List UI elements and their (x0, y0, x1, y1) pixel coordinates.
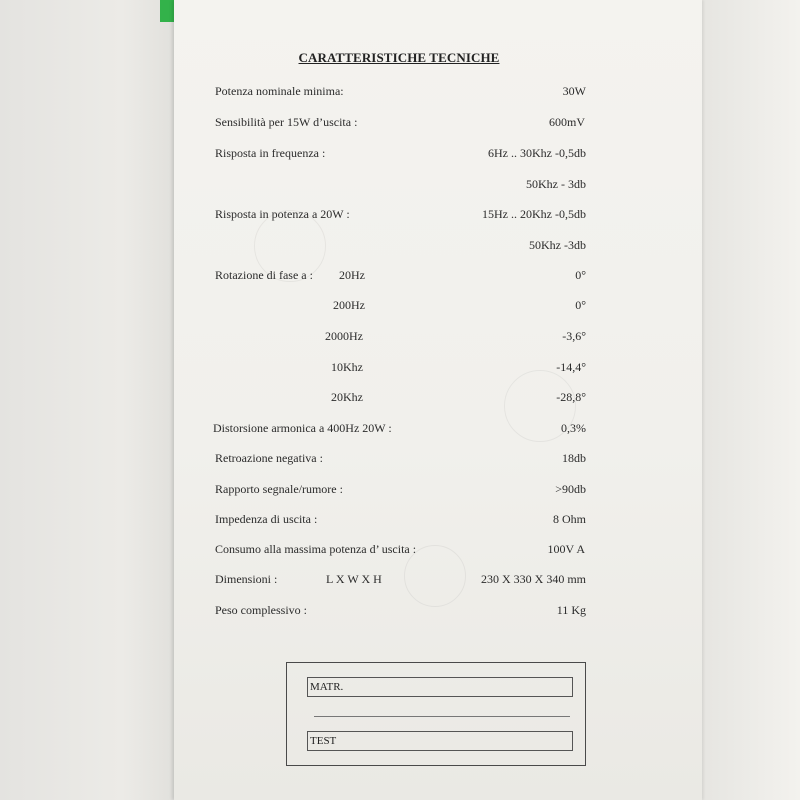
spec-value: 0° (575, 268, 586, 282)
spec-value: 50Khz - 3db (526, 177, 586, 191)
matr-label: MATR. (310, 681, 344, 693)
spec-label: Potenza nominale minima: (215, 84, 344, 98)
background-right (700, 0, 800, 800)
spec-value: 50Khz -3db (529, 238, 586, 252)
spec-value: -28,8° (556, 390, 586, 404)
spec-value: 230 X 330 X 340 mm (481, 572, 586, 586)
page-title: CARATTERISTICHE TECNICHE (298, 50, 500, 65)
spec-label: Impedenza di uscita : (215, 512, 318, 526)
bleed-through-circle (404, 545, 466, 607)
spec-label: Distorsione armonica a 400Hz 20W : (213, 421, 392, 435)
bleed-through-circle (254, 210, 326, 282)
spec-value: >90db (555, 482, 586, 496)
matr-field (307, 677, 573, 697)
spec-label: Risposta in frequenza : (215, 146, 326, 160)
spec-value: 18db (562, 451, 586, 465)
test-field (307, 731, 573, 751)
spec-label: Dimensioni : (215, 572, 278, 586)
spec-value: 11 Kg (556, 603, 586, 617)
spec-value: 600mV (549, 115, 585, 129)
spec-label: Risposta in potenza a 20W : (215, 207, 350, 221)
spec-value: -3,6° (562, 329, 586, 343)
spec-value: 30W (562, 84, 586, 98)
spec-label: Consumo alla massima potenza d’ uscita : (215, 542, 417, 556)
bleed-through-circle (504, 370, 576, 442)
spec-value: 100V A (547, 542, 585, 556)
spec-frequency: 20Khz (331, 390, 363, 404)
spec-dimension-axes: L X W X H (326, 572, 382, 586)
adjacent-page-left (0, 0, 175, 800)
spec-frequency: 200Hz (333, 298, 365, 312)
spec-value: 0° (575, 298, 586, 312)
spec-frequency: 10Khz (331, 360, 363, 374)
spec-value: -14,4° (556, 360, 586, 374)
spec-label: Peso complessivo : (215, 603, 307, 617)
spec-label: Retroazione negativa : (215, 451, 323, 465)
spec-label: Rotazione di fase a : (215, 268, 313, 282)
spec-label: Rapporto segnale/rumore : (215, 482, 343, 496)
spec-label: Sensibilità per 15W d’uscita : (215, 115, 358, 129)
spec-value: 15Hz .. 20Khz -0,5db (482, 207, 586, 221)
spec-value: 6Hz .. 30Khz -0,5db (488, 146, 586, 160)
test-label: TEST (310, 735, 337, 747)
spec-value: 8 Ohm (553, 512, 586, 526)
matr-underline (314, 716, 570, 717)
spec-frequency: 2000Hz (325, 329, 363, 343)
spec-value: 0,3% (561, 421, 586, 435)
spec-frequency: 20Hz (339, 268, 365, 282)
